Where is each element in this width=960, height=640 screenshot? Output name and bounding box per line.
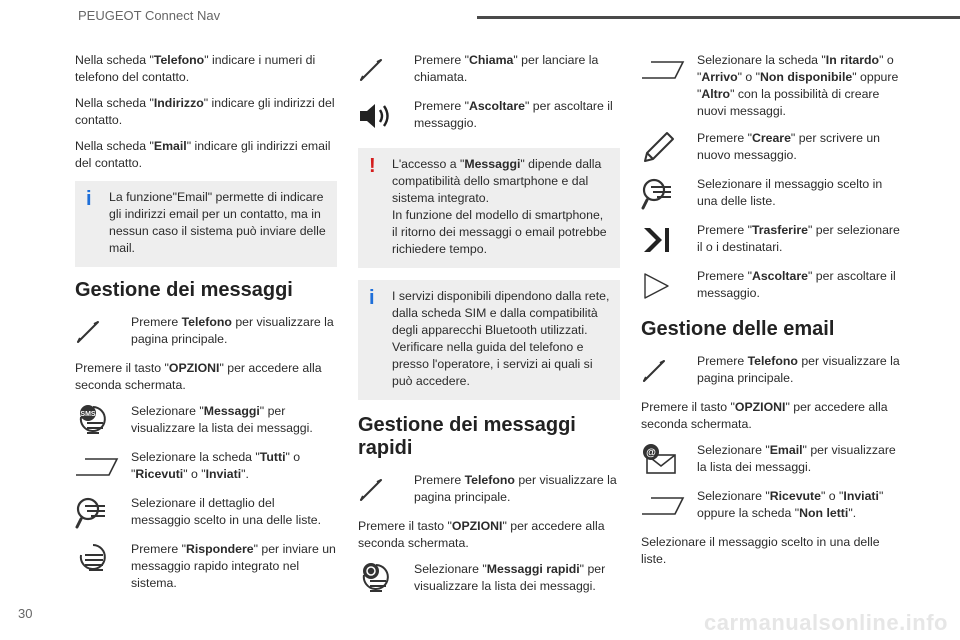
heading-gestione-email: Gestione delle email <box>641 318 835 340</box>
step-ascoltare: Premere "Ascoltare" per ascoltare il messaggio. <box>358 98 620 134</box>
message-list-icon <box>75 541 131 577</box>
step-rispondere: Premere "Rispondere" per inviare un messaggio rapido integrato nel sistema. <box>75 541 337 592</box>
paragraph-email: Nella scheda "Email" indicare gli indirizzi email del contatto. <box>75 139 331 170</box>
play-icon <box>641 268 697 304</box>
paragraph-opzioni: Premere il tasto "OPZIONI" per accedere alla seconda schermata. <box>75 361 322 392</box>
info-icon: i <box>86 188 92 210</box>
step-trasferire: Premere "Trasferire" per selezionare il o i destinatari. <box>641 222 903 258</box>
step-selezionare-messaggio: Selezionare il messaggio scelto in una delle liste. <box>641 176 903 212</box>
paragraph-telefono: Nella scheda "Telefono" indicare i numeri di telefono del contatto. <box>75 53 316 84</box>
info-text: La funzione"Email" permette di indicare gli indirizzi email per un contatto, ma in nessun caso il sistema può inviare delle mail. <box>109 190 326 255</box>
svg-text:@: @ <box>646 447 656 459</box>
heading-gestione-messaggi: Gestione dei messaggi <box>75 279 293 301</box>
step-ascoltare: Premere "Ascoltare" per ascoltare il messaggio. <box>641 268 903 304</box>
search-list-icon <box>641 176 697 212</box>
tab-icon <box>641 52 697 88</box>
step-email: @ Selezionare "Email" per visualizzare la lista dei messaggi. <box>641 442 903 478</box>
svg-text:SMS: SMS <box>80 411 96 418</box>
step-scheda-tutti: Selezionare la scheda "Tutti" o "Ricevuti" o "Inviati". <box>75 449 337 485</box>
email-envelope-icon <box>641 442 697 478</box>
phone-handset-icon <box>75 314 131 350</box>
speaker-icon <box>358 98 414 134</box>
column-1 <box>75 52 337 602</box>
paragraph-selezionare: Selezionare il messaggio scelto in una delle liste. <box>641 535 880 566</box>
column-2 <box>358 52 620 607</box>
sms-list-icon <box>75 403 131 439</box>
warning-box <box>358 148 620 268</box>
step-creare: Premere "Creare" per scrivere un nuovo messaggio. <box>641 130 903 166</box>
warning-text-2: In funzione del modello di smartphone, il ritorno dei messaggi o email potrebbe richiedere tempo. <box>392 208 607 256</box>
paragraph-indirizzo: Nella scheda "Indirizzo" indicare gli indirizzi del contatto. <box>75 96 335 127</box>
phone-handset-icon <box>641 353 697 389</box>
pencil-icon <box>641 130 697 166</box>
paragraph-opzioni: Premere il tasto "OPZIONI" per accedere alla seconda schermata. <box>358 519 605 550</box>
info-icon: i <box>369 287 375 309</box>
step-telefono: Premere Telefono per visualizzare la pagina principale. <box>641 353 903 389</box>
header-bar <box>477 16 960 19</box>
heading-messaggi-rapidi: Gestione dei messaggi rapidi <box>358 414 576 459</box>
info-box-email <box>75 181 337 267</box>
page-number: 30 <box>18 606 33 621</box>
step-telefono: Premere Telefono per visualizzare la pagina principale. <box>358 472 620 508</box>
search-list-icon <box>75 495 131 531</box>
phone-handset-icon <box>358 52 414 88</box>
warning-text: L'accesso a "Messaggi" dipende dalla compatibilità dello smartphone e dal sistema integrato. <box>392 157 602 205</box>
quick-message-list-icon <box>358 561 414 597</box>
header-title: PEUGEOT Connect Nav <box>78 8 221 23</box>
step-telefono: Premere Telefono per visualizzare la pagina principale. <box>75 314 337 350</box>
paragraph-opzioni: Premere il tasto "OPZIONI" per accedere alla seconda schermata. <box>641 400 888 431</box>
step-messaggi: SMS Selezionare "Messaggi" per visualizzare la lista dei messaggi. <box>75 403 337 439</box>
info-box-servizi <box>358 280 620 400</box>
tab-icon <box>75 449 131 485</box>
info-text: I servizi disponibili dipendono dalla rete, dalla scheda SIM e dalla compatibilità degli apparecchi Bluetooth utilizzati. Verificare nella guida del telefono e presso l'operatore, i servizi ai quali si può accedere. <box>392 289 610 388</box>
step-chiama: Premere "Chiama" per lanciare la chiamata. <box>358 52 620 88</box>
warning-icon: ! <box>369 155 376 177</box>
tab-icon <box>641 488 697 524</box>
step-messaggi-rapidi: Selezionare "Messaggi rapidi" per visualizzare la lista dei messaggi. <box>358 561 620 597</box>
column-3 <box>641 52 903 577</box>
phone-handset-icon <box>358 472 414 508</box>
step-dettaglio: Selezionare il dettaglio del messaggio scelto in una delle liste. <box>75 495 337 531</box>
transfer-icon <box>641 222 697 258</box>
step-scheda-ritardo: Selezionare la scheda "In ritardo" o "Arrivo" o "Non disponibile" oppure "Altro" con la possibilità di creare nuovi messaggi. <box>641 52 903 120</box>
step-ricevute: Selezionare "Ricevute" o "Inviati" oppure la scheda "Non letti". <box>641 488 903 524</box>
watermark: carmanualsonline.info <box>704 610 948 635</box>
